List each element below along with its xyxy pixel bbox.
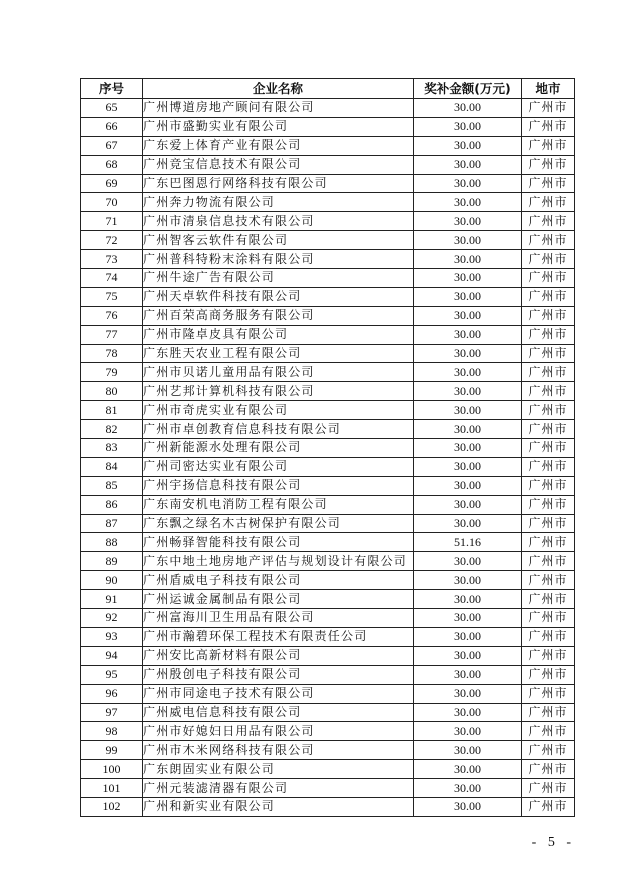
company-name-cell: 广州威电信息科技有限公司 <box>143 703 414 722</box>
company-name-cell: 广州和新实业有限公司 <box>143 797 414 816</box>
table-row <box>81 287 575 306</box>
company-name-cell: 广州百荣高商务服务有限公司 <box>143 306 414 325</box>
company-name-cell: 广东胜天农业工程有限公司 <box>143 344 414 363</box>
company-name-cell: 广州市清泉信息技术有限公司 <box>143 212 414 231</box>
city-cell: 广州市 <box>522 344 575 363</box>
company-name-cell: 广州智客云软件有限公司 <box>143 231 414 250</box>
company-name-cell: 广州奔力物流有限公司 <box>143 193 414 212</box>
city-cell: 广州市 <box>522 325 575 344</box>
table-row <box>81 571 575 590</box>
table-row <box>81 344 575 363</box>
table-row <box>81 174 575 193</box>
table-row <box>81 495 575 514</box>
row-number-cell: 66 <box>81 117 143 136</box>
award-amount-cell: 30.00 <box>414 514 522 533</box>
city-cell: 广州市 <box>522 193 575 212</box>
row-number-cell: 85 <box>81 476 143 495</box>
award-amount-cell: 30.00 <box>414 722 522 741</box>
award-amount-cell: 30.00 <box>414 420 522 439</box>
city-cell: 广州市 <box>522 269 575 288</box>
company-name-cell: 广州牛途广告有限公司 <box>143 269 414 288</box>
header-amount: 奖补金额(万元) <box>414 79 522 99</box>
table-row <box>81 155 575 174</box>
company-name-cell: 广州市好媳妇日用品有限公司 <box>143 722 414 741</box>
city-cell: 广州市 <box>522 665 575 684</box>
table-row <box>81 457 575 476</box>
award-amount-cell: 30.00 <box>414 136 522 155</box>
company-name-cell: 广州艺邦计算机科技有限公司 <box>143 382 414 401</box>
city-cell: 广州市 <box>522 117 575 136</box>
city-cell: 广州市 <box>522 250 575 269</box>
city-cell: 广州市 <box>522 797 575 816</box>
award-amount-cell: 30.00 <box>414 552 522 571</box>
company-name-cell: 广州竞宝信息技术有限公司 <box>143 155 414 174</box>
row-number-cell: 96 <box>81 684 143 703</box>
city-cell: 广州市 <box>522 99 575 118</box>
city-cell: 广州市 <box>522 590 575 609</box>
company-name-cell: 广东爱上体育产业有限公司 <box>143 136 414 155</box>
award-amount-cell: 30.00 <box>414 382 522 401</box>
table-row <box>81 722 575 741</box>
row-number-cell: 86 <box>81 495 143 514</box>
city-cell: 广州市 <box>522 684 575 703</box>
row-number-cell: 102 <box>81 797 143 816</box>
award-amount-cell: 30.00 <box>414 439 522 458</box>
row-number-cell: 95 <box>81 665 143 684</box>
company-name-cell: 广东朗固实业有限公司 <box>143 760 414 779</box>
city-cell: 广州市 <box>522 401 575 420</box>
city-cell: 广州市 <box>522 212 575 231</box>
row-number-cell: 93 <box>81 627 143 646</box>
company-name-cell: 广州市奇虎实业有限公司 <box>143 401 414 420</box>
city-cell: 广州市 <box>522 174 575 193</box>
table-row <box>81 420 575 439</box>
table-row <box>81 609 575 628</box>
award-table <box>80 78 575 817</box>
table-row <box>81 382 575 401</box>
row-number-cell: 79 <box>81 363 143 382</box>
company-name-cell: 广州市贝诺儿童用品有限公司 <box>143 363 414 382</box>
row-number-cell: 65 <box>81 99 143 118</box>
city-cell: 广州市 <box>522 571 575 590</box>
award-amount-cell: 30.00 <box>414 457 522 476</box>
row-number-cell: 82 <box>81 420 143 439</box>
row-number-cell: 98 <box>81 722 143 741</box>
company-name-cell: 广州元装滤清器有限公司 <box>143 779 414 798</box>
row-number-cell: 92 <box>81 609 143 628</box>
award-amount-cell: 30.00 <box>414 609 522 628</box>
award-amount-cell: 30.00 <box>414 590 522 609</box>
table-row <box>81 476 575 495</box>
company-name-cell: 广州市卓创教育信息科技有限公司 <box>143 420 414 439</box>
row-number-cell: 68 <box>81 155 143 174</box>
company-name-cell: 广州盾威电子科技有限公司 <box>143 571 414 590</box>
table-row <box>81 665 575 684</box>
award-amount-cell: 30.00 <box>414 401 522 420</box>
table-row <box>81 117 575 136</box>
row-number-cell: 70 <box>81 193 143 212</box>
table-row <box>81 760 575 779</box>
row-number-cell: 76 <box>81 306 143 325</box>
award-amount-cell: 30.00 <box>414 703 522 722</box>
table-row <box>81 741 575 760</box>
table-row <box>81 401 575 420</box>
row-number-cell: 67 <box>81 136 143 155</box>
table-row <box>81 325 575 344</box>
header-no: 序号 <box>81 79 143 99</box>
table-row <box>81 306 575 325</box>
award-amount-cell: 30.00 <box>414 174 522 193</box>
city-cell: 广州市 <box>522 552 575 571</box>
award-amount-cell: 30.00 <box>414 646 522 665</box>
table-row <box>81 363 575 382</box>
company-name-cell: 广东飘之绿名木古树保护有限公司 <box>143 514 414 533</box>
company-name-cell: 广东巴图恩行网络科技有限公司 <box>143 174 414 193</box>
city-cell: 广州市 <box>522 627 575 646</box>
award-amount-cell: 30.00 <box>414 99 522 118</box>
award-amount-cell: 30.00 <box>414 193 522 212</box>
row-number-cell: 99 <box>81 741 143 760</box>
award-amount-cell: 30.00 <box>414 155 522 174</box>
company-name-cell: 广州司密达实业有限公司 <box>143 457 414 476</box>
table-body <box>81 99 575 817</box>
award-amount-cell: 30.00 <box>414 571 522 590</box>
table-row <box>81 646 575 665</box>
table-row <box>81 533 575 552</box>
award-amount-cell: 30.00 <box>414 495 522 514</box>
award-amount-cell: 30.00 <box>414 287 522 306</box>
row-number-cell: 75 <box>81 287 143 306</box>
award-amount-cell: 30.00 <box>414 741 522 760</box>
award-amount-cell: 30.00 <box>414 760 522 779</box>
row-number-cell: 88 <box>81 533 143 552</box>
table-row <box>81 552 575 571</box>
award-amount-cell: 30.00 <box>414 684 522 703</box>
table-row <box>81 269 575 288</box>
table-row <box>81 514 575 533</box>
city-cell: 广州市 <box>522 231 575 250</box>
company-name-cell: 广州殷创电子科技有限公司 <box>143 665 414 684</box>
row-number-cell: 80 <box>81 382 143 401</box>
award-amount-cell: 30.00 <box>414 231 522 250</box>
table-row <box>81 703 575 722</box>
city-cell: 广州市 <box>522 363 575 382</box>
city-cell: 广州市 <box>522 646 575 665</box>
header-city: 地市 <box>522 79 575 99</box>
table-row <box>81 627 575 646</box>
company-name-cell: 广州宇扬信息科技有限公司 <box>143 476 414 495</box>
city-cell: 广州市 <box>522 420 575 439</box>
award-amount-cell: 30.00 <box>414 665 522 684</box>
city-cell: 广州市 <box>522 439 575 458</box>
company-name-cell: 广州新能源水处理有限公司 <box>143 439 414 458</box>
city-cell: 广州市 <box>522 155 575 174</box>
award-amount-cell: 30.00 <box>414 344 522 363</box>
row-number-cell: 77 <box>81 325 143 344</box>
row-number-cell: 101 <box>81 779 143 798</box>
company-name-cell: 广州市木米网络科技有限公司 <box>143 741 414 760</box>
company-name-cell: 广州安比高新材料有限公司 <box>143 646 414 665</box>
company-name-cell: 广州天卓软件科技有限公司 <box>143 287 414 306</box>
header-company-name: 企业名称 <box>143 79 414 99</box>
company-name-cell: 广州富海川卫生用品有限公司 <box>143 609 414 628</box>
table-row <box>81 779 575 798</box>
award-amount-cell: 30.00 <box>414 269 522 288</box>
award-amount-cell: 30.00 <box>414 306 522 325</box>
table-header-row <box>81 79 575 99</box>
row-number-cell: 73 <box>81 250 143 269</box>
city-cell: 广州市 <box>522 495 575 514</box>
city-cell: 广州市 <box>522 306 575 325</box>
row-number-cell: 87 <box>81 514 143 533</box>
award-amount-cell: 51.16 <box>414 533 522 552</box>
row-number-cell: 69 <box>81 174 143 193</box>
row-number-cell: 71 <box>81 212 143 231</box>
company-name-cell: 广州博道房地产顾问有限公司 <box>143 99 414 118</box>
company-name-cell: 广州市同途电子技术有限公司 <box>143 684 414 703</box>
city-cell: 广州市 <box>522 533 575 552</box>
row-number-cell: 74 <box>81 269 143 288</box>
company-name-cell: 广州普科特粉末涂料有限公司 <box>143 250 414 269</box>
company-name-cell: 广州市瀚碧环保工程技术有限责任公司 <box>143 627 414 646</box>
award-amount-cell: 30.00 <box>414 212 522 231</box>
city-cell: 广州市 <box>522 136 575 155</box>
row-number-cell: 72 <box>81 231 143 250</box>
row-number-cell: 97 <box>81 703 143 722</box>
table-row <box>81 231 575 250</box>
award-amount-cell: 30.00 <box>414 363 522 382</box>
table-row <box>81 212 575 231</box>
row-number-cell: 89 <box>81 552 143 571</box>
city-cell: 广州市 <box>522 609 575 628</box>
award-amount-cell: 30.00 <box>414 325 522 344</box>
row-number-cell: 81 <box>81 401 143 420</box>
city-cell: 广州市 <box>522 382 575 401</box>
page-number: - 5 - <box>531 835 575 850</box>
table-row <box>81 250 575 269</box>
company-name-cell: 广东南安机电消防工程有限公司 <box>143 495 414 514</box>
award-amount-cell: 30.00 <box>414 627 522 646</box>
award-amount-cell: 30.00 <box>414 250 522 269</box>
row-number-cell: 83 <box>81 439 143 458</box>
city-cell: 广州市 <box>522 760 575 779</box>
city-cell: 广州市 <box>522 287 575 306</box>
company-name-cell: 广州运诚金属制品有限公司 <box>143 590 414 609</box>
company-name-cell: 广州畅驿智能科技有限公司 <box>143 533 414 552</box>
award-amount-cell: 30.00 <box>414 476 522 495</box>
table-row <box>81 590 575 609</box>
table-row <box>81 684 575 703</box>
company-name-cell: 广州市隆卓皮具有限公司 <box>143 325 414 344</box>
award-amount-cell: 30.00 <box>414 779 522 798</box>
table-row <box>81 136 575 155</box>
row-number-cell: 94 <box>81 646 143 665</box>
city-cell: 广州市 <box>522 476 575 495</box>
award-amount-cell: 30.00 <box>414 117 522 136</box>
city-cell: 广州市 <box>522 741 575 760</box>
row-number-cell: 84 <box>81 457 143 476</box>
row-number-cell: 100 <box>81 760 143 779</box>
table-row <box>81 439 575 458</box>
table-row <box>81 193 575 212</box>
city-cell: 广州市 <box>522 457 575 476</box>
table-row <box>81 99 575 118</box>
city-cell: 广州市 <box>522 514 575 533</box>
row-number-cell: 78 <box>81 344 143 363</box>
city-cell: 广州市 <box>522 722 575 741</box>
city-cell: 广州市 <box>522 703 575 722</box>
company-name-cell: 广东中地土地房地产评估与规划设计有限公司 <box>143 552 414 571</box>
row-number-cell: 90 <box>81 571 143 590</box>
table-row <box>81 797 575 816</box>
company-name-cell: 广州市盛勤实业有限公司 <box>143 117 414 136</box>
award-amount-cell: 30.00 <box>414 797 522 816</box>
city-cell: 广州市 <box>522 779 575 798</box>
row-number-cell: 91 <box>81 590 143 609</box>
